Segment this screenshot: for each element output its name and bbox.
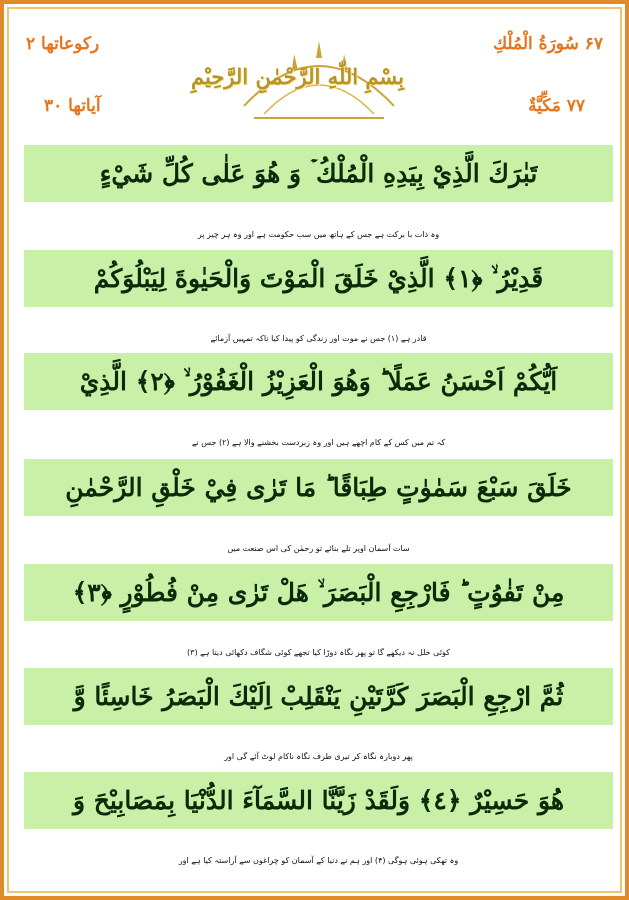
- translation-line-3: کہ تم میں کس کے کام اچھے ہیں اور وہ زبردست بخشنے والا ہے (۲) جس نے: [191, 437, 446, 447]
- verse-line-6: [24, 668, 613, 725]
- arabic-text: تَبٰرَكَ الَّذِيْ بِيَدِهِ الْمُلْكُ ۡ وَ هُوَ عَلٰى كُلِّ شَيْءٍ: [99, 158, 538, 188]
- arabic-text: مِنْ تَفٰوُتٍ ؕ فَارْجِعِ الْبَصَرَ ۙ هَلْ تَرٰى مِنْ فُطُوْرٍ ﴿٣﴾: [72, 577, 565, 607]
- translation-line-1: وہ ذات با برکت ہے جس کے ہاتھ میں سب حکومت ہے اور وہ ہر چیز پر: [197, 229, 440, 239]
- arabic-text: ثُمَّ ارْجِعِ الْبَصَرَ كَرَّتَيْنِ يَنْقَلِبْ اِلَيْكَ الْبَصَرُ خَاسِئًا وَّ: [73, 682, 564, 711]
- bismillah-text: بِسْمِ اللّٰهِ الرَّحْمٰنِ الرَّحِيْمِ: [191, 64, 404, 89]
- arabic-text: قَدِيْرُ ۙ ﴿١﴾ الَّذِيْ خَلَقَ الْمَوْتَ وَالْحَيٰوةَ لِيَبْلُوَكُمْ: [93, 263, 544, 293]
- verse-line-2: [24, 250, 613, 307]
- bismillah-calligraphy: [191, 36, 404, 126]
- ayat-count: آیاتھا ۳۰: [44, 96, 101, 116]
- translation-line-4: سات آسمان اوپر تلے بنائے تو رحمٰن کی اس صنعت میں: [227, 543, 410, 553]
- surah-name: ۶۷ سُورَةُ الْمُلْكِ: [493, 34, 603, 54]
- translation-line-5: کوئی خلل نہ دیکھے گا تو پھر نگاہ دوڑا کیا تجھے کوئی شگاف دکھائی دیتا ہے (۳): [187, 647, 450, 657]
- verse-line-1: [24, 145, 613, 202]
- arabic-text: اَيُّكُمْ اَحْسَنُ عَمَلًا ؕ وَهُوَ الْعَزِيْزُ الْغَفُوْرُ ۙ ﴿٢﴾ الَّذِيْ: [79, 366, 558, 396]
- verse-line-3: [24, 353, 613, 410]
- arabic-text: هُوَ حَسِيْرٌ ﴿٤﴾ وَلَقَدْ زَيَّنَّا السَّمَآءَ الدُّنْيَا بِمَصَابِيْحَ وَ: [72, 786, 565, 815]
- translation-line-2: قادر ہے (۱) جس نے موت اور زندگی کو پیدا کیا تاکہ تمہیں آزمائے: [210, 333, 427, 343]
- page-header: [4, 4, 625, 139]
- verse-line-4: [24, 459, 613, 516]
- ruku-count: رکوعاتھا ۲: [26, 34, 100, 54]
- revelation-type: ۷۷ مَكِّيَّةٌ: [528, 96, 585, 116]
- arabic-text: خَلَقَ سَبْعَ سَمٰوٰتٍ طِبَاقًا ؕ مَا تَرٰى فِيْ خَلْقِ الرَّحْمٰنِ: [65, 473, 572, 502]
- translation-line-6: پھر دوبارہ نگاہ کر تیری طرف نگاہ ناکام لوٹ آئے گی اور: [224, 751, 413, 761]
- translation-line-7: وہ تھکی ہوئی ہوگی (۴) اور ہم نے دنیا کے آسمان کو چراغوں سے آراستہ کیا ہے اور: [178, 855, 459, 865]
- verse-line-5: [24, 564, 613, 621]
- verse-line-7: [24, 772, 613, 829]
